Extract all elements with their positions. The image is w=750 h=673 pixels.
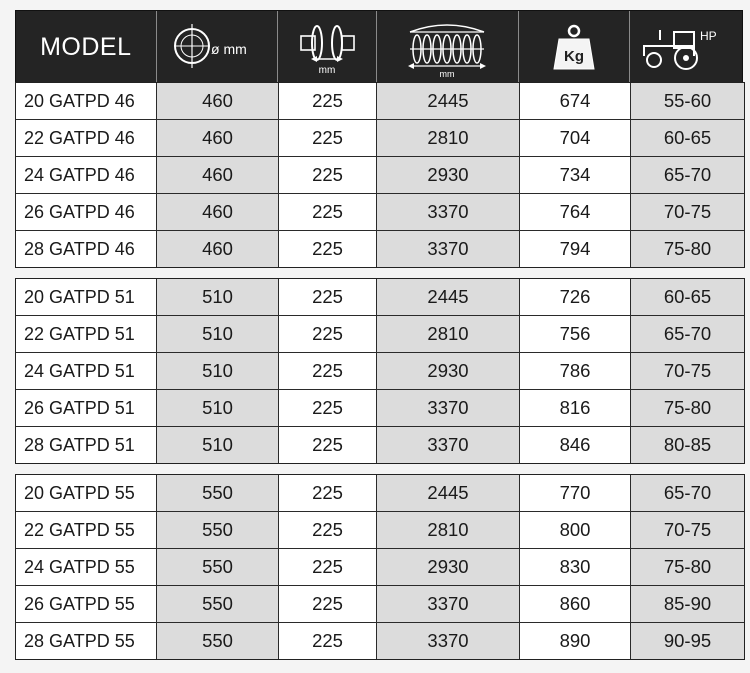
- cell-weight: 846: [520, 427, 631, 463]
- cell-working-width: 3370: [377, 390, 520, 426]
- header-disc-spacing: [278, 11, 376, 84]
- weight-unit: Kg: [564, 47, 585, 65]
- table-row: [16, 353, 744, 390]
- cell-tractor-power: 75-80: [631, 549, 744, 585]
- cell-model: 20 GATPD 46: [16, 83, 157, 119]
- cell-model: 26 GATPD 46: [16, 194, 157, 230]
- cell-tractor-power: 65-70: [631, 475, 744, 511]
- cell-tractor-power: 70-75: [631, 512, 744, 548]
- cell-tractor-power: 90-95: [631, 623, 744, 659]
- table-row: [16, 623, 744, 659]
- cell-disc-spacing: 225: [279, 427, 377, 463]
- header-working-width: [377, 11, 520, 84]
- cell-weight: 816: [520, 390, 631, 426]
- table-row: [16, 475, 744, 512]
- table-row: [16, 586, 744, 623]
- cell-tractor-power: 55-60: [631, 83, 744, 119]
- cell-disc-diameter: 550: [157, 475, 279, 511]
- cell-disc-spacing: 225: [279, 83, 377, 119]
- cell-disc-diameter: 550: [157, 549, 279, 585]
- table-row: [16, 427, 744, 463]
- group-51: [15, 278, 745, 464]
- cell-model: 24 GATPD 55: [16, 549, 157, 585]
- working-width-unit: mm: [439, 68, 455, 79]
- group-46: [15, 82, 745, 268]
- table-header: [15, 10, 743, 85]
- cell-model: 22 GATPD 55: [16, 512, 157, 548]
- disc-spacing-unit: mm: [318, 64, 336, 76]
- cell-weight: 764: [520, 194, 631, 230]
- cell-disc-spacing: 225: [279, 120, 377, 156]
- cell-weight: 770: [520, 475, 631, 511]
- cell-disc-spacing: 225: [279, 157, 377, 193]
- header-weight: [519, 11, 630, 84]
- cell-disc-spacing: 225: [279, 512, 377, 548]
- cell-disc-diameter: 510: [157, 316, 279, 352]
- cell-weight: 756: [520, 316, 631, 352]
- cell-tractor-power: 65-70: [631, 157, 744, 193]
- cell-working-width: 2810: [377, 316, 520, 352]
- tractor-power-icon: [636, 18, 736, 78]
- table-row: [16, 279, 744, 316]
- cell-tractor-power: 70-75: [631, 353, 744, 389]
- table-row: [16, 316, 744, 353]
- table-row: [16, 512, 744, 549]
- cell-disc-diameter: 460: [157, 157, 279, 193]
- cell-model: 28 GATPD 46: [16, 231, 157, 267]
- table-row: [16, 120, 744, 157]
- cell-working-width: 3370: [377, 231, 520, 267]
- cell-model: 28 GATPD 51: [16, 427, 157, 463]
- tractor-power-unit: HP: [700, 28, 717, 43]
- model-column-label: MODEL: [40, 33, 132, 61]
- cell-disc-spacing: 225: [279, 194, 377, 230]
- cell-working-width: 2810: [377, 512, 520, 548]
- cell-weight: 794: [520, 231, 631, 267]
- cell-disc-diameter: 510: [157, 279, 279, 315]
- cell-working-width: 2930: [377, 157, 520, 193]
- cell-disc-spacing: 225: [279, 231, 377, 267]
- cell-disc-spacing: 225: [279, 390, 377, 426]
- group-55: [15, 474, 745, 660]
- cell-working-width: 2930: [377, 353, 520, 389]
- cell-disc-spacing: 225: [279, 279, 377, 315]
- cell-working-width: 2445: [377, 83, 520, 119]
- working-width-icon: [402, 16, 492, 80]
- cell-model: 22 GATPD 46: [16, 120, 157, 156]
- cell-tractor-power: 65-70: [631, 316, 744, 352]
- cell-model: 20 GATPD 55: [16, 475, 157, 511]
- cell-weight: 830: [520, 549, 631, 585]
- cell-model: 24 GATPD 51: [16, 353, 157, 389]
- cell-disc-spacing: 225: [279, 549, 377, 585]
- header-model: [16, 11, 157, 84]
- cell-working-width: 3370: [377, 427, 520, 463]
- cell-weight: 674: [520, 83, 631, 119]
- cell-disc-diameter: 550: [157, 623, 279, 659]
- cell-disc-spacing: 225: [279, 316, 377, 352]
- weight-icon: [544, 17, 604, 79]
- table-row: [16, 390, 744, 427]
- cell-tractor-power: 60-65: [631, 120, 744, 156]
- table-row: [16, 157, 744, 194]
- cell-model: 22 GATPD 51: [16, 316, 157, 352]
- cell-disc-diameter: 550: [157, 586, 279, 622]
- header-tractor-power: [630, 11, 742, 84]
- cell-weight: 860: [520, 586, 631, 622]
- cell-disc-diameter: 460: [157, 231, 279, 267]
- disc-diameter-icon: [162, 18, 272, 78]
- table-row: [16, 231, 744, 267]
- cell-disc-spacing: 225: [279, 623, 377, 659]
- cell-disc-spacing: 225: [279, 586, 377, 622]
- cell-model: 28 GATPD 55: [16, 623, 157, 659]
- cell-working-width: 3370: [377, 194, 520, 230]
- cell-working-width: 2445: [377, 279, 520, 315]
- cell-working-width: 2810: [377, 120, 520, 156]
- cell-weight: 704: [520, 120, 631, 156]
- cell-disc-diameter: 550: [157, 512, 279, 548]
- cell-tractor-power: 80-85: [631, 427, 744, 463]
- table-row: [16, 194, 744, 231]
- cell-model: 20 GATPD 51: [16, 279, 157, 315]
- cell-tractor-power: 75-80: [631, 231, 744, 267]
- cell-tractor-power: 85-90: [631, 586, 744, 622]
- cell-working-width: 3370: [377, 623, 520, 659]
- cell-model: 26 GATPD 51: [16, 390, 157, 426]
- table-row: [16, 549, 744, 586]
- cell-disc-diameter: 460: [157, 194, 279, 230]
- cell-working-width: 2930: [377, 549, 520, 585]
- cell-weight: 786: [520, 353, 631, 389]
- cell-tractor-power: 60-65: [631, 279, 744, 315]
- cell-disc-diameter: 460: [157, 120, 279, 156]
- disc-diameter-unit: ø mm: [211, 40, 247, 57]
- cell-weight: 726: [520, 279, 631, 315]
- cell-working-width: 3370: [377, 586, 520, 622]
- disc-spacing-icon: [287, 17, 367, 79]
- cell-weight: 890: [520, 623, 631, 659]
- cell-model: 24 GATPD 46: [16, 157, 157, 193]
- cell-tractor-power: 75-80: [631, 390, 744, 426]
- table-row: [16, 83, 744, 120]
- cell-disc-diameter: 510: [157, 427, 279, 463]
- header-disc-diameter: [157, 11, 279, 84]
- cell-disc-diameter: 510: [157, 390, 279, 426]
- cell-disc-spacing: 225: [279, 475, 377, 511]
- cell-model: 26 GATPD 55: [16, 586, 157, 622]
- cell-disc-diameter: 460: [157, 83, 279, 119]
- cell-disc-spacing: 225: [279, 353, 377, 389]
- cell-tractor-power: 70-75: [631, 194, 744, 230]
- cell-disc-diameter: 510: [157, 353, 279, 389]
- cell-weight: 734: [520, 157, 631, 193]
- cell-weight: 800: [520, 512, 631, 548]
- cell-working-width: 2445: [377, 475, 520, 511]
